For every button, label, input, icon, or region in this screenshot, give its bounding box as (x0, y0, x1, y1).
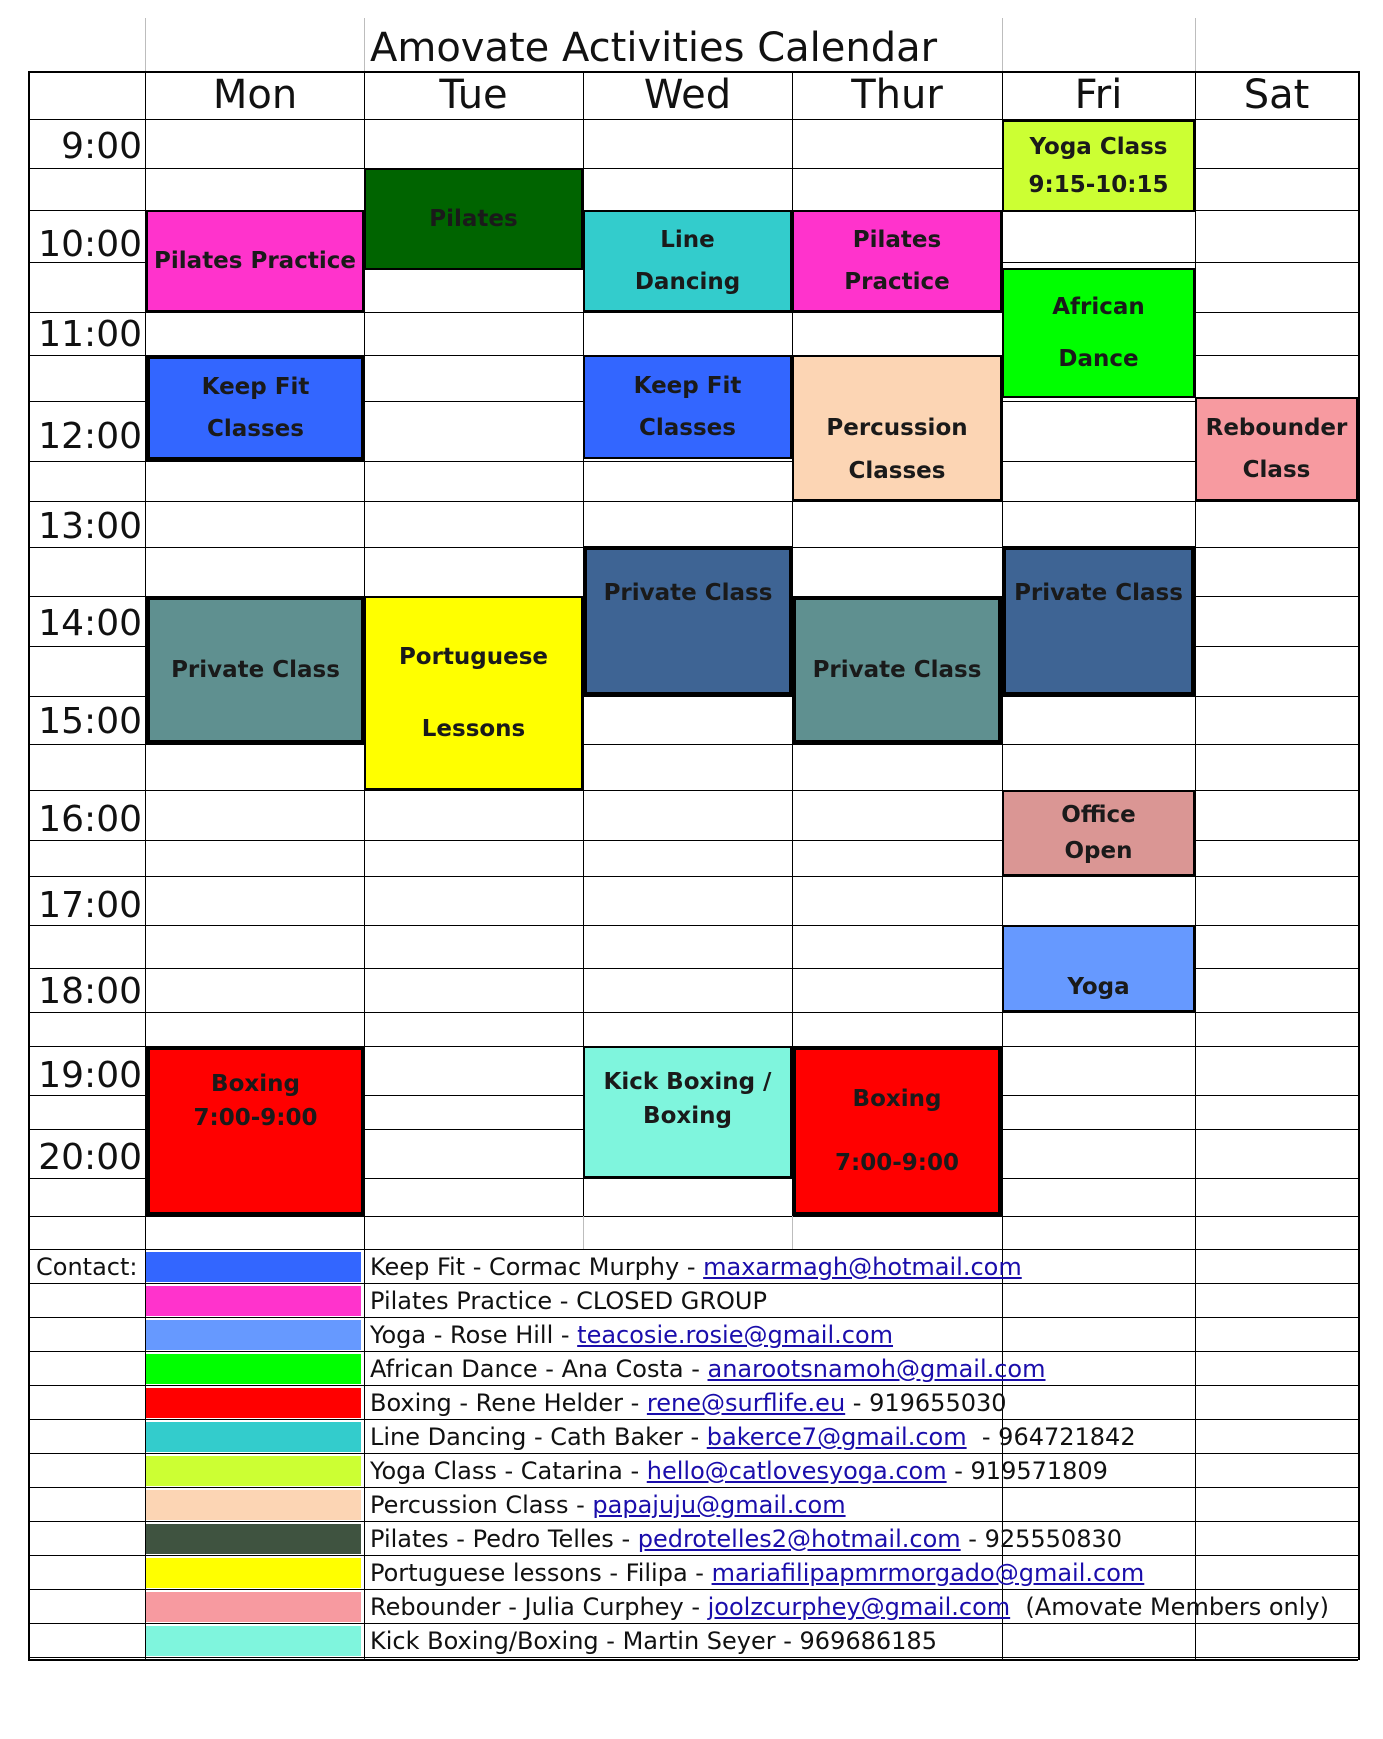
event-label: Kick Boxing / (603, 1069, 772, 1095)
event-label: Classes (207, 416, 304, 442)
grid-line-h (28, 1521, 1358, 1522)
contact-label: Contact: (36, 1253, 138, 1281)
event-label: Class (1242, 457, 1311, 484)
day-header-tue: Tue (439, 72, 508, 118)
event-label: Office (1061, 801, 1136, 828)
event-yoga-fri (1002, 925, 1195, 1012)
event-rebounder-sat (1195, 397, 1358, 501)
grid-line-h (28, 1659, 1358, 1661)
event-label: Boxing (643, 1103, 732, 1129)
legend-swatch (146, 1558, 361, 1588)
event-keep-fit-mon (146, 355, 365, 461)
legend-swatch (146, 1286, 361, 1316)
legend-entry-phone: - 925550830 (960, 1525, 1122, 1553)
grid-line-h (28, 1012, 1358, 1013)
event-label: Classes (848, 457, 946, 484)
grid-line-v (1358, 71, 1360, 1660)
grid-line-v (1002, 18, 1003, 71)
legend-entry-email-link[interactable]: pedrotelles2@hotmail.com (637, 1525, 961, 1553)
event-label: Rebounder (1205, 414, 1348, 441)
event-label: Private Class (812, 657, 982, 683)
grid-line-v (1195, 18, 1196, 71)
legend-entry (370, 1319, 893, 1351)
event-label: Dancing (634, 269, 741, 295)
legend-entry-email-link[interactable]: rene@surflife.eu (646, 1389, 846, 1417)
legend-entry-phone: - 919571809 (946, 1457, 1108, 1485)
legend-entry-text: Keep Fit - Cormac Murphy - (370, 1253, 704, 1281)
event-keep-fit-wed (583, 355, 792, 459)
grid-line-h (28, 1419, 1358, 1420)
legend-entry-text: Line Dancing - Cath Baker - (370, 1423, 707, 1451)
event-office-open-fri (1002, 790, 1195, 876)
event-label: Keep Fit (633, 372, 742, 399)
legend-entry-email-link[interactable]: maxarmagh@hotmail.com (703, 1253, 1022, 1281)
grid-line-v (364, 18, 365, 71)
grid-line-h (28, 876, 1358, 877)
legend-entry (370, 1353, 1046, 1385)
event-label: Classes (639, 415, 736, 442)
grid-line-v (792, 1216, 793, 1249)
legend-entry-phone: - 919655030 (845, 1389, 1007, 1417)
legend-entry (370, 1421, 1136, 1453)
event-label: African (1052, 294, 1145, 321)
legend-entry-text: Pilates Practice - CLOSED GROUP (370, 1287, 767, 1315)
event-label: Pilates Practice (154, 248, 356, 274)
legend-entry (370, 1523, 1122, 1555)
legend-entry-text: Portuguese lessons - Filipa - (370, 1559, 712, 1587)
time-label-1300: 13:00 (38, 506, 142, 547)
legend-entry-text: Kick Boxing/Boxing - Martin Seyer - 969686185 (370, 1627, 937, 1655)
grid-line-h (28, 501, 1358, 502)
legend-entry-phone: - 964721842 (966, 1423, 1136, 1451)
time-label-1900: 19:00 (38, 1055, 142, 1096)
legend-entry-text: Boxing - Rene Helder - (370, 1389, 647, 1417)
time-label-1200: 12:00 (38, 416, 142, 457)
event-label: Percussion (826, 415, 968, 441)
grid-line-h (28, 1317, 1358, 1318)
legend-entry (370, 1625, 937, 1657)
grid-line-v (364, 71, 365, 1660)
legend-swatch (146, 1524, 361, 1554)
event-time: 7:00-9:00 (835, 1149, 959, 1176)
event-label: Dance (1058, 345, 1139, 372)
grid-line-h (28, 1589, 1358, 1590)
legend-entry (370, 1489, 846, 1521)
legend-entry-text: Pilates - Pedro Telles - (370, 1525, 638, 1553)
legend-entry-email-link[interactable]: mariafilipapmrmorgado@gmail.com (711, 1559, 1145, 1587)
day-header-mon: Mon (212, 72, 298, 118)
event-label: Yoga Class (1029, 133, 1168, 160)
event-time: 7:00-9:00 (193, 1105, 318, 1131)
legend-entry-text: Percussion Class - (370, 1491, 593, 1519)
grid-line-h (28, 1453, 1358, 1454)
event-label: Portuguese (398, 643, 549, 670)
grid-line-h (28, 1283, 1358, 1284)
time-label-1700: 17:00 (38, 885, 142, 926)
event-boxing-thur (792, 1046, 1002, 1216)
event-label: Practice (844, 269, 950, 295)
event-time: 9:15-10:15 (1028, 172, 1169, 199)
day-header-fri: Fri (1074, 72, 1123, 118)
event-private-class-wed (583, 546, 793, 696)
legend-entry (370, 1455, 1108, 1487)
grid-line-h (28, 1657, 1358, 1658)
event-label: Keep Fit (201, 374, 310, 400)
grid-line-h (28, 1249, 1358, 1250)
grid-line-h (28, 1623, 1358, 1624)
legend-entry-email-link[interactable]: papajuju@gmail.com (592, 1491, 846, 1519)
legend-entry-text: Rebounder - Julia Curphey - (370, 1593, 708, 1621)
event-label: Pilates (429, 206, 518, 232)
event-label: Private Class (603, 579, 773, 606)
event-label: Line (660, 227, 715, 253)
event-pilates-practice-thur (792, 210, 1002, 312)
time-label-0900: 9:00 (61, 126, 142, 167)
grid-line-h (28, 1385, 1358, 1386)
grid-line-h (28, 744, 1358, 745)
legend-entry (370, 1251, 1022, 1283)
legend-entry-text: African Dance - Ana Costa - (370, 1355, 708, 1383)
legend-entry-email-link[interactable]: bakerce7@gmail.com (706, 1423, 967, 1451)
legend-swatch (146, 1592, 361, 1622)
legend-entry (370, 1387, 1007, 1419)
grid-line-h (28, 1487, 1358, 1488)
legend-swatch (146, 1626, 361, 1656)
legend-swatch (146, 1490, 361, 1520)
grid-line-v (145, 18, 146, 71)
event-portuguese-tue (364, 596, 583, 790)
legend-entry-text: Yoga - Rose Hill - (370, 1321, 578, 1349)
time-label-1100: 11:00 (38, 314, 142, 355)
legend-entry-text: Yoga Class - Catarina - (370, 1457, 647, 1485)
grid-line-h (28, 1351, 1358, 1352)
legend-entry-email-link[interactable]: teacosie.rosie@gmail.com (577, 1321, 894, 1349)
legend-entry (370, 1557, 1144, 1589)
event-pilates-practice-mon (146, 210, 364, 312)
day-header-sat: Sat (1243, 72, 1310, 118)
grid-line-v (583, 1216, 584, 1249)
event-private-class-fri (1002, 546, 1195, 696)
event-pilates-tue (364, 168, 583, 270)
time-label-1400: 14:00 (38, 603, 142, 644)
event-kick-boxing-wed (583, 1046, 792, 1178)
event-boxing-mon (146, 1046, 365, 1216)
time-label-2000: 20:00 (38, 1137, 142, 1178)
event-label: Boxing (211, 1071, 300, 1097)
event-private-class-mon (146, 596, 365, 744)
grid-line-h (28, 1555, 1358, 1556)
time-label-1500: 15:00 (38, 701, 142, 742)
legend-swatch (146, 1354, 361, 1384)
event-label: Boxing (852, 1086, 942, 1113)
event-african-dance-fri (1002, 268, 1195, 398)
event-line-dancing-wed (583, 210, 792, 312)
day-header-wed: Wed (643, 72, 732, 118)
legend-entry-email-link[interactable]: anarootsnamoh@gmail.com (707, 1355, 1046, 1383)
legend-entry (370, 1285, 767, 1317)
event-label: Private Class (171, 657, 340, 683)
event-percussion-thur (792, 355, 1002, 501)
legend-swatch (146, 1422, 361, 1452)
time-label-1800: 18:00 (38, 971, 142, 1012)
legend-entry (370, 1591, 1329, 1623)
event-private-class-thur (792, 596, 1002, 744)
event-label: Yoga (1067, 974, 1130, 1000)
legend-entry-email-link[interactable]: joolzcurphey@gmail.com (707, 1593, 1011, 1621)
legend-entry-phone: (Amovate Members only) (1010, 1593, 1329, 1621)
event-label: Private Class (1014, 579, 1183, 606)
event-label: Open (1064, 838, 1133, 865)
grid-line-h (28, 461, 1358, 462)
legend-swatch (146, 1456, 361, 1486)
event-label: Lessons (421, 716, 526, 743)
legend-entry-email-link[interactable]: hello@catlovesyoga.com (646, 1457, 947, 1485)
grid-line-h (28, 1216, 1358, 1217)
event-label: Pilates (852, 227, 942, 253)
event-yoga-class-fri (1002, 120, 1195, 212)
day-header-thur: Thur (851, 72, 943, 118)
legend-swatch (146, 1252, 361, 1282)
legend-swatch (146, 1388, 361, 1418)
grid-line-v (28, 71, 30, 1660)
grid-line-v (1195, 71, 1196, 1660)
time-label-1000: 10:00 (38, 224, 142, 265)
time-label-1600: 16:00 (38, 799, 142, 840)
page-title: Amovate Activities Calendar (370, 25, 938, 71)
legend-swatch (146, 1320, 361, 1350)
